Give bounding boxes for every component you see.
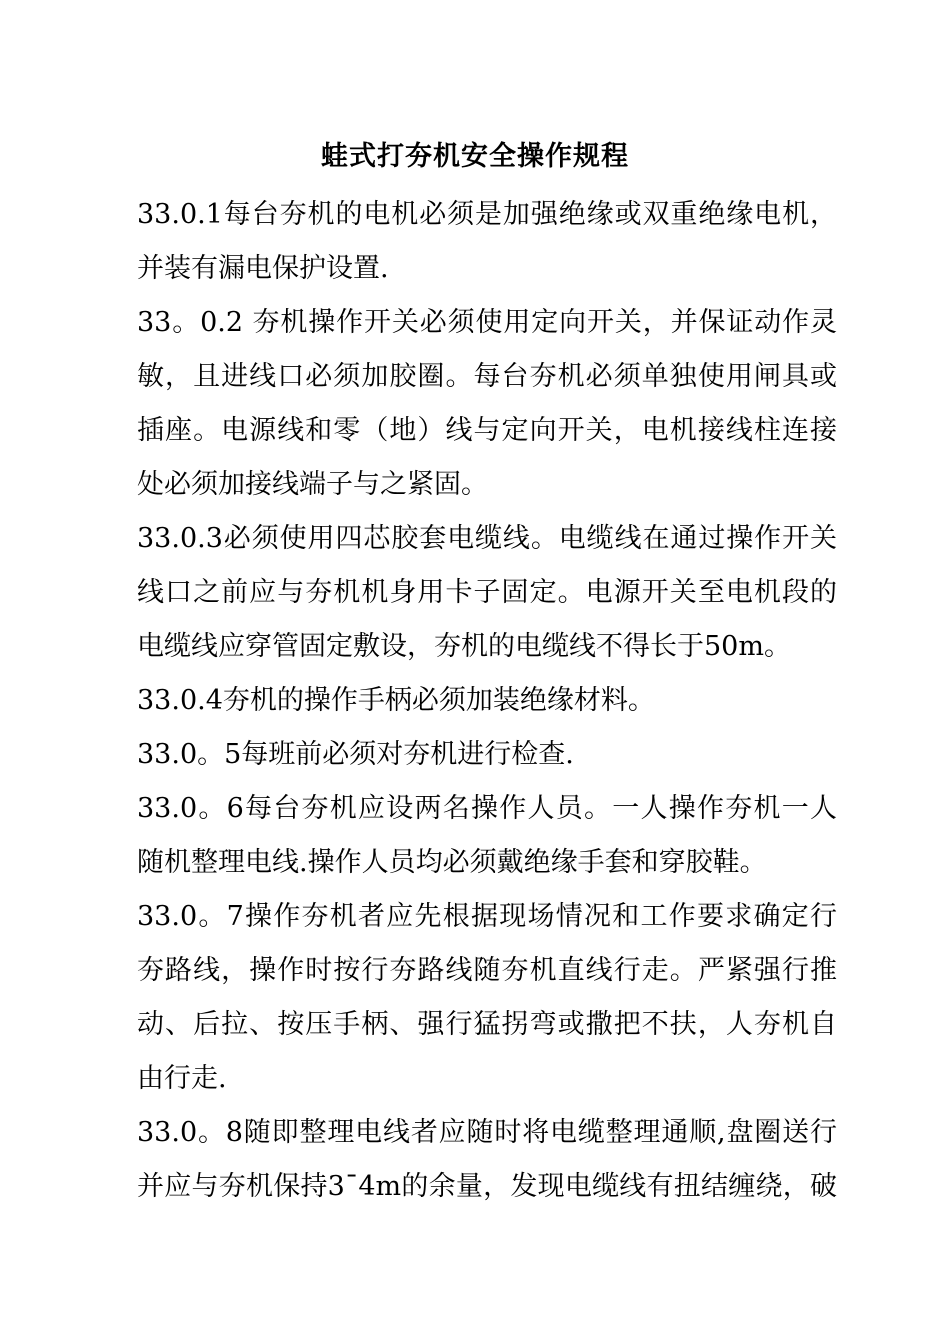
text-line: 33.0。5每班前必须对夯机进行检查. bbox=[137, 739, 574, 770]
text-line: 33.0。7操作夯机者应先根据现场情况和工作要求确定行 bbox=[137, 901, 837, 932]
document-body bbox=[137, 188, 837, 1214]
text-line: 33.0。8随即整理电线者应随时将电缆整理通顺,盘圈送行 bbox=[137, 1117, 837, 1148]
text-line: 处必须加接线端子与之紧固。 bbox=[137, 469, 488, 500]
text-line: 线口之前应与夯机机身用卡子固定。电源开关至电机段的 bbox=[137, 577, 837, 608]
text-line: 33.0.3必须使用四芯胶套电缆线。电缆线在通过操作开关 bbox=[137, 523, 837, 554]
text-line: 动、后拉、按压手柄、强行猛拐弯或撒把不扶，人夯机自 bbox=[137, 1009, 837, 1040]
document-title: 蛙式打夯机安全操作规程 bbox=[321, 141, 629, 172]
text-line: 电缆线应穿管固定敷设，夯机的电缆线不得长于50m。 bbox=[137, 631, 791, 662]
text-line: 夯路线，操作时按行夯路线随夯机直线行走。严紧强行推 bbox=[137, 955, 837, 986]
text-line: 由行走. bbox=[137, 1063, 227, 1094]
text-line: 敏，且进线口必须加胶圈。每台夯机必须单独使用闸具或 bbox=[137, 361, 837, 392]
text-line: 33.0.4夯机的操作手柄必须加装绝缘材料。 bbox=[137, 685, 655, 716]
text-line: 并装有漏电保护设置. bbox=[137, 253, 389, 284]
text-line: 随机整理电线.操作人员均必须戴绝缘手套和穿胶鞋。 bbox=[137, 847, 767, 878]
text-line: 插座。电源线和零（地）线与定向开关，电机接线柱连接 bbox=[137, 415, 837, 446]
text-line: 33.0.1每台夯机的电机必须是加强绝缘或双重绝缘电机， bbox=[137, 199, 837, 230]
text-line: 并应与夯机保持3¯4m的余量，发现电缆线有扭结缠绕，破 bbox=[137, 1171, 837, 1202]
text-line: 33。0.2 夯机操作开关必须使用定向开关，并保证动作灵 bbox=[137, 307, 837, 338]
text-line: 33.0。6每台夯机应设两名操作人员。一人操作夯机一人 bbox=[137, 793, 837, 824]
